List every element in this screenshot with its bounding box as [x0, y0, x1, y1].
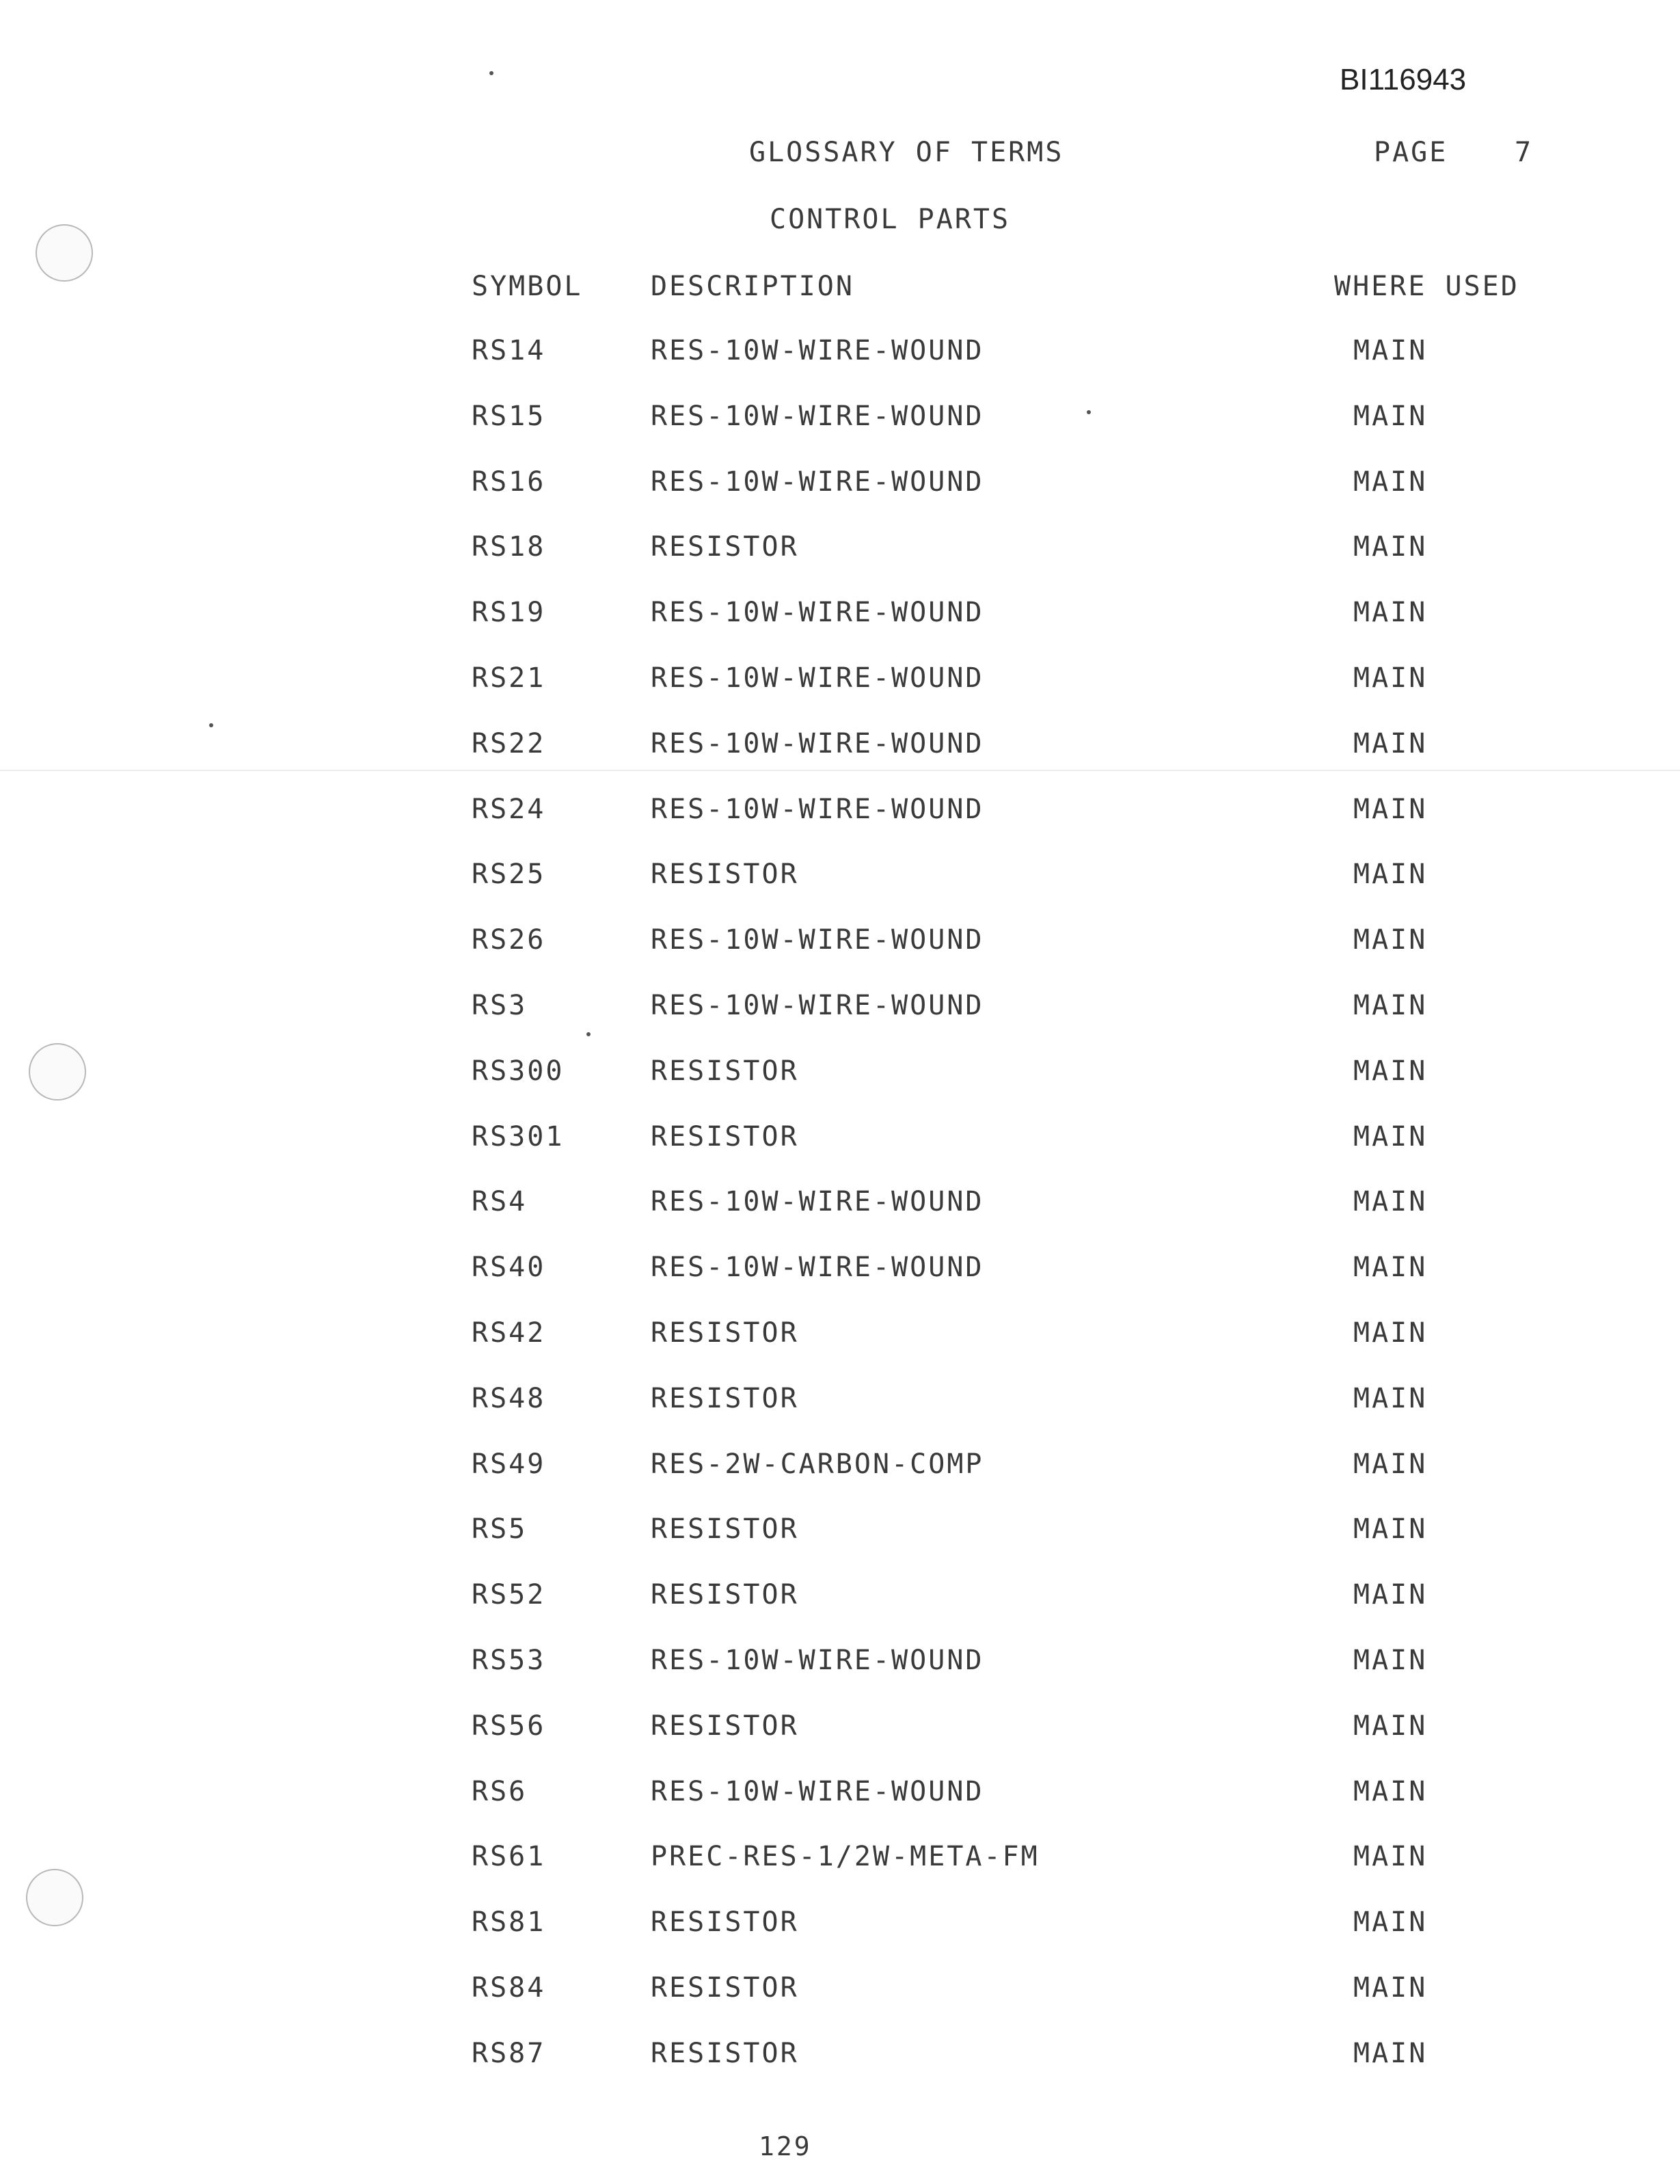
table-row	[0, 1841, 1680, 1882]
column-header-symbol: SYMBOL	[472, 271, 583, 302]
row-where-used: MAIN	[1353, 1579, 1428, 1610]
row-symbol: RS42	[472, 1317, 546, 1349]
row-description: RESISTOR	[651, 1513, 799, 1545]
table-row	[0, 401, 1680, 442]
row-where-used: MAIN	[1353, 924, 1428, 956]
row-symbol: RS87	[472, 2038, 546, 2069]
table-row	[0, 335, 1680, 376]
table-row	[0, 1252, 1680, 1293]
row-description: RESISTOR	[651, 1579, 799, 1610]
row-symbol: RS81	[472, 1906, 546, 1938]
table-row	[0, 597, 1680, 638]
ink-speck	[489, 71, 493, 75]
row-symbol: RS48	[472, 1383, 546, 1414]
row-where-used: MAIN	[1353, 531, 1428, 563]
table-row	[0, 1906, 1680, 1947]
table-row	[0, 466, 1680, 507]
row-description: RES-10W-WIRE-WOUND	[651, 1252, 984, 1283]
row-description: RES-10W-WIRE-WOUND	[651, 1186, 984, 1217]
footer-page-number: 129	[759, 2131, 812, 2161]
row-where-used: MAIN	[1353, 662, 1428, 694]
row-description: RES-10W-WIRE-WOUND	[651, 401, 984, 432]
row-symbol: RS4	[472, 1186, 528, 1217]
row-where-used: MAIN	[1353, 1186, 1428, 1217]
row-where-used: MAIN	[1353, 1055, 1428, 1087]
row-description: RES-10W-WIRE-WOUND	[651, 1645, 984, 1676]
row-where-used: MAIN	[1353, 1448, 1428, 1480]
row-where-used: MAIN	[1353, 2038, 1428, 2069]
row-description: RESISTOR	[651, 531, 799, 563]
row-description: RES-10W-WIRE-WOUND	[651, 990, 984, 1021]
page-number: 7	[1515, 137, 1532, 168]
row-where-used: MAIN	[1353, 1645, 1428, 1676]
row-description: RES-10W-WIRE-WOUND	[651, 466, 984, 498]
row-description: RESISTOR	[651, 859, 799, 890]
row-symbol: RS21	[472, 662, 546, 694]
document-id: BI116943	[1340, 63, 1467, 96]
row-symbol: RS301	[472, 1121, 565, 1152]
table-row	[0, 728, 1680, 769]
row-description: PREC-RES-1/2W-META-FM	[651, 1841, 1040, 1872]
row-where-used: MAIN	[1353, 1906, 1428, 1938]
row-symbol: RS300	[472, 1055, 565, 1087]
table-row	[0, 1055, 1680, 1096]
table-row	[0, 1972, 1680, 2013]
row-description: RESISTOR	[651, 1383, 799, 1414]
row-description: RES-10W-WIRE-WOUND	[651, 728, 984, 759]
table-row	[0, 1383, 1680, 1424]
row-where-used: MAIN	[1353, 859, 1428, 890]
row-symbol: RS40	[472, 1252, 546, 1283]
row-description: RESISTOR	[651, 1317, 799, 1349]
row-description: RES-10W-WIRE-WOUND	[651, 335, 984, 366]
row-where-used: MAIN	[1353, 794, 1428, 825]
row-symbol: RS5	[472, 1513, 528, 1545]
column-header-description: DESCRIPTION	[651, 271, 854, 302]
row-symbol: RS53	[472, 1645, 546, 1676]
row-where-used: MAIN	[1353, 1776, 1428, 1807]
row-description: RES-10W-WIRE-WOUND	[651, 1776, 984, 1807]
row-symbol: RS52	[472, 1579, 546, 1610]
page-title: GLOSSARY OF TERMS	[749, 137, 1064, 168]
row-description: RES-10W-WIRE-WOUND	[651, 662, 984, 694]
ink-speck	[209, 723, 213, 727]
row-where-used: MAIN	[1353, 1972, 1428, 2004]
row-symbol: RS61	[472, 1841, 546, 1872]
row-symbol: RS56	[472, 1710, 546, 1742]
row-where-used: MAIN	[1353, 466, 1428, 498]
row-symbol: RS6	[472, 1776, 528, 1807]
row-where-used: MAIN	[1353, 1841, 1428, 1872]
page-label: PAGE	[1374, 137, 1448, 168]
row-description: RESISTOR	[651, 1710, 799, 1742]
section-subtitle: CONTROL PARTS	[770, 204, 1011, 235]
row-description: RESISTOR	[651, 1972, 799, 2004]
row-description: RES-10W-WIRE-WOUND	[651, 794, 984, 825]
ink-speck	[586, 1032, 591, 1036]
table-row	[0, 1448, 1680, 1489]
table-row	[0, 1513, 1680, 1554]
row-where-used: MAIN	[1353, 990, 1428, 1021]
table-row	[0, 662, 1680, 703]
table-row	[0, 1579, 1680, 1620]
table-row	[0, 1710, 1680, 1751]
row-symbol: RS16	[472, 466, 546, 498]
scan-fold-line	[0, 770, 1680, 771]
row-symbol: RS19	[472, 597, 546, 628]
row-symbol: RS24	[472, 794, 546, 825]
row-symbol: RS49	[472, 1448, 546, 1480]
row-where-used: MAIN	[1353, 597, 1428, 628]
row-symbol: RS84	[472, 1972, 546, 2004]
row-symbol: RS3	[472, 990, 528, 1021]
table-row	[0, 1121, 1680, 1162]
row-where-used: MAIN	[1353, 1317, 1428, 1349]
row-description: RESISTOR	[651, 2038, 799, 2069]
row-description: RESISTOR	[651, 1906, 799, 1938]
row-where-used: MAIN	[1353, 401, 1428, 432]
row-description: RES-10W-WIRE-WOUND	[651, 597, 984, 628]
row-description: RES-2W-CARBON-COMP	[651, 1448, 984, 1480]
row-symbol: RS18	[472, 531, 546, 563]
row-symbol: RS22	[472, 728, 546, 759]
row-symbol: RS26	[472, 924, 546, 956]
row-where-used: MAIN	[1353, 335, 1428, 366]
table-row	[0, 1645, 1680, 1686]
table-row	[0, 990, 1680, 1031]
row-where-used: MAIN	[1353, 728, 1428, 759]
column-header-where-used: WHERE USED	[1334, 271, 1519, 302]
table-row	[0, 1186, 1680, 1227]
table-row	[0, 1317, 1680, 1358]
table-row	[0, 2038, 1680, 2079]
table-row	[0, 859, 1680, 900]
row-where-used: MAIN	[1353, 1710, 1428, 1742]
row-symbol: RS15	[472, 401, 546, 432]
row-description: RESISTOR	[651, 1121, 799, 1152]
table-row	[0, 924, 1680, 965]
row-where-used: MAIN	[1353, 1121, 1428, 1152]
row-where-used: MAIN	[1353, 1383, 1428, 1414]
table-row	[0, 1776, 1680, 1817]
row-description: RES-10W-WIRE-WOUND	[651, 924, 984, 956]
row-symbol: RS14	[472, 335, 546, 366]
row-where-used: MAIN	[1353, 1252, 1428, 1283]
row-symbol: RS25	[472, 859, 546, 890]
table-row	[0, 531, 1680, 572]
row-description: RESISTOR	[651, 1055, 799, 1087]
table-row	[0, 794, 1680, 835]
punch-hole-icon	[36, 224, 93, 282]
row-where-used: MAIN	[1353, 1513, 1428, 1545]
